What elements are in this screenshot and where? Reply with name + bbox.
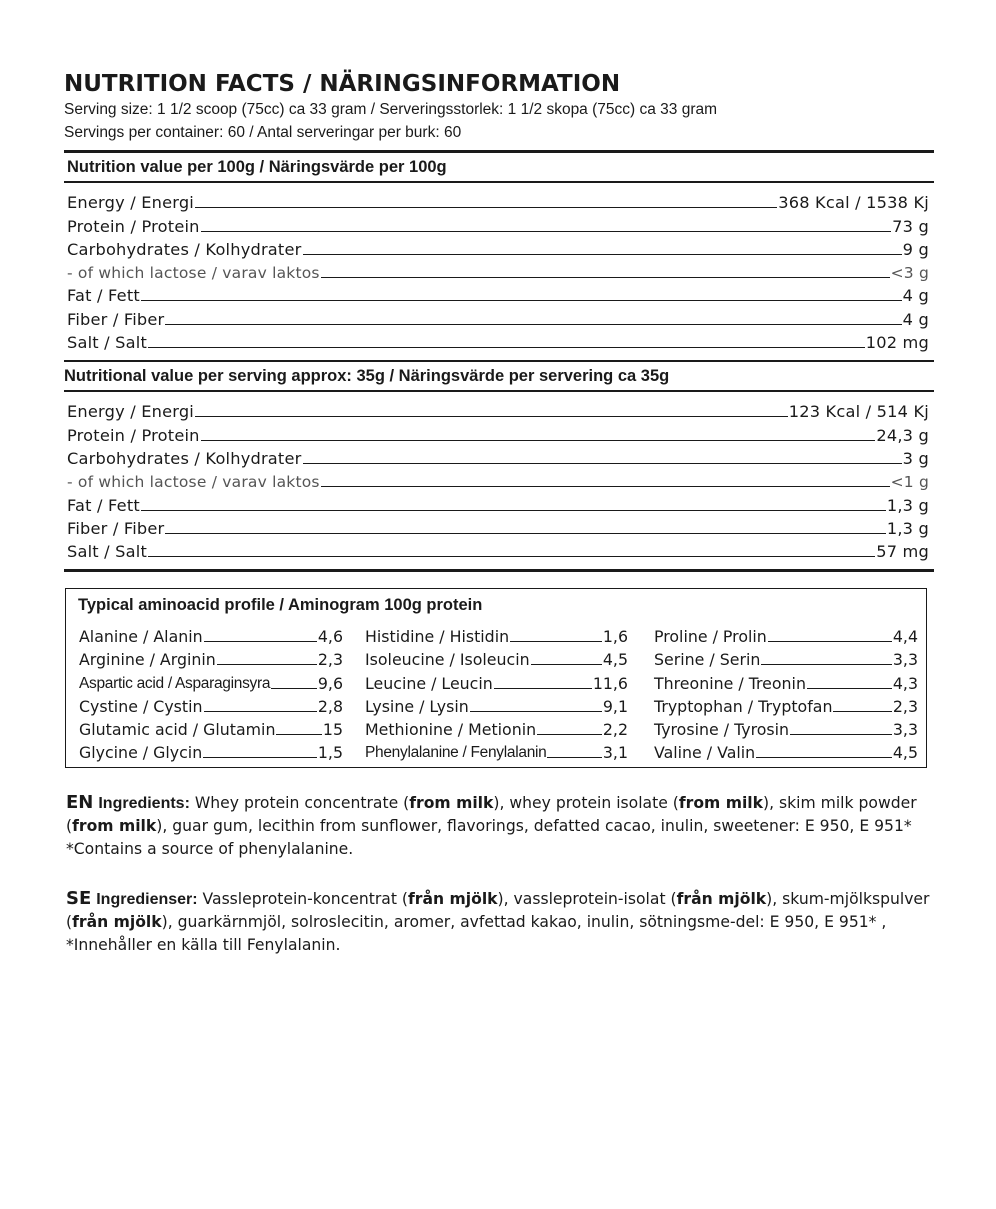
amino-label: Methionine / Metionin xyxy=(365,719,537,739)
amino-column-1 xyxy=(79,623,343,762)
amino-value: 1,6 xyxy=(602,627,628,647)
nutrient-value: 9 g xyxy=(902,239,929,259)
leader-line xyxy=(165,324,901,325)
amino-column-2 xyxy=(365,623,628,762)
ingredient-text: ), skim milk powder ( xyxy=(66,794,917,835)
nutrient-label: Carbohydrates / Kolhydrater xyxy=(67,239,302,259)
amino-label: Alanine / Alanin xyxy=(79,627,203,647)
ingredient-text: Whey protein concentrate ( xyxy=(189,794,410,812)
amino-label: Cystine / Cystin xyxy=(79,696,203,716)
amino-label: Phenylalanine / Fenylalanin xyxy=(365,744,547,762)
amino-label: Tryptophan / Tryptofan xyxy=(654,696,833,716)
amino-row xyxy=(365,739,628,762)
table-divider xyxy=(64,569,934,572)
amino-label: Leucine / Leucin xyxy=(365,673,493,693)
leader-line xyxy=(203,757,317,758)
amino-value: 4,5 xyxy=(602,650,628,670)
allergen-text: från mjölk xyxy=(407,890,498,908)
leader-line xyxy=(510,641,602,642)
amino-row xyxy=(365,693,628,716)
nutrient-label: Salt / Salt xyxy=(67,542,148,562)
amino-value: 4,4 xyxy=(892,627,918,647)
leader-line xyxy=(321,486,890,487)
per-serving-table xyxy=(64,392,934,561)
amino-value: 4,3 xyxy=(892,673,918,693)
leader-line xyxy=(204,641,317,642)
amino-label: Aspartic acid / Asparaginsyra xyxy=(79,674,271,692)
amino-label: Serine / Serin xyxy=(654,650,761,670)
nutrient-label: Fiber / Fiber xyxy=(67,309,165,329)
nutrient-label: Fat / Fett xyxy=(67,495,140,515)
nutrient-label: Protein / Protein xyxy=(67,425,200,445)
nutrient-row xyxy=(67,189,929,212)
nutrient-label: Carbohydrates / Kolhydrater xyxy=(67,448,302,468)
amino-row xyxy=(654,693,918,716)
nutrient-row xyxy=(67,212,929,235)
amino-row xyxy=(79,623,343,646)
amino-row xyxy=(654,669,918,692)
servings-per-container: Servings per container: 60 / Antal serveringar per burk: 60 xyxy=(64,124,462,141)
per-100g-heading: Nutrition value per 100g / Näringsvärde per 100g xyxy=(64,150,934,183)
leader-line xyxy=(201,440,876,441)
nutrient-value: 368 Kcal / 1538 Kj xyxy=(778,193,929,213)
nutrient-value: 4 g xyxy=(902,286,929,306)
leader-line xyxy=(141,510,886,511)
leader-line xyxy=(833,711,891,712)
nutrient-value: <1 g xyxy=(890,473,929,492)
amino-value: 11,6 xyxy=(592,673,628,693)
leader-line xyxy=(547,757,601,758)
amino-row xyxy=(654,646,918,669)
page-title: NUTRITION FACTS / NÄRINGSINFORMATION xyxy=(64,71,621,97)
amino-label: Glycine / Glycin xyxy=(79,743,203,763)
amino-label: Arginine / Arginin xyxy=(79,650,216,670)
ingredients-label: Ingredients: xyxy=(98,795,190,812)
leader-line xyxy=(761,664,892,665)
ingredient-text: ), guar gum, lecithin from sunflower, flavorings, defatted cacao, inulin, sweetener: E 950, E 951* *Contains a source of phenylalanine. xyxy=(66,817,912,858)
amino-row xyxy=(365,716,628,739)
nutrient-label: - of which lactose / varav laktos xyxy=(67,264,320,283)
amino-value: 1,5 xyxy=(317,743,343,763)
nutrient-label: Fat / Fett xyxy=(67,286,140,306)
amino-value: 2,3 xyxy=(892,696,918,716)
amino-value: 2,8 xyxy=(317,696,343,716)
amino-value: 9,1 xyxy=(602,696,628,716)
nutrient-row xyxy=(67,398,929,421)
nutrient-value: 57 mg xyxy=(876,542,929,562)
allergen-text: from milk xyxy=(678,794,764,812)
nutrient-row xyxy=(67,491,929,514)
amino-label: Threonine / Treonin xyxy=(654,673,806,693)
nutrient-row xyxy=(67,515,929,538)
amino-heading: Typical aminoacid profile / Aminogram 100g protein xyxy=(78,596,483,614)
amino-value: 3,3 xyxy=(892,719,918,739)
amino-profile-box xyxy=(65,588,927,768)
amino-value: 9,6 xyxy=(317,673,343,693)
nutrition-facts-panel xyxy=(64,70,934,572)
amino-label: Valine / Valin xyxy=(654,743,756,763)
nutrient-value: 1,3 g xyxy=(886,495,929,515)
serving-info xyxy=(64,98,934,144)
nutrient-label: Energy / Energi xyxy=(67,193,195,213)
leader-line xyxy=(321,277,890,278)
serving-size: Serving size: 1 1/2 scoop (75cc) ca 33 gram / Serveringsstorlek: 1 1/2 skopa (75cc) ca 33 gram xyxy=(64,101,718,118)
nutrient-row xyxy=(67,329,929,352)
nutrient-value: 4 g xyxy=(902,309,929,329)
amino-value: 2,2 xyxy=(602,719,628,739)
amino-label: Proline / Prolin xyxy=(654,627,767,647)
ingredients-se xyxy=(66,887,936,957)
nutrient-row xyxy=(67,282,929,305)
amino-label: Isoleucine / Isoleucin xyxy=(365,650,530,670)
ingredients-en xyxy=(66,791,936,861)
per-100g-table xyxy=(64,183,934,352)
nutrient-value: 24,3 g xyxy=(876,425,929,445)
amino-label: Tyrosine / Tyrosin xyxy=(654,719,790,739)
leader-line xyxy=(756,757,892,758)
leader-line xyxy=(303,254,902,255)
nutrient-row xyxy=(67,445,929,468)
amino-label: Histidine / Histidin xyxy=(365,627,510,647)
ingredients-label: Ingredienser: xyxy=(96,891,198,908)
ingredient-text: Vassleprotein-koncentrat ( xyxy=(197,890,408,908)
allergen-text: från mjölk xyxy=(72,913,162,931)
amino-row xyxy=(654,623,918,646)
leader-line xyxy=(271,688,317,689)
amino-row xyxy=(79,716,343,739)
leader-line xyxy=(141,300,902,301)
amino-row xyxy=(79,739,343,762)
amino-row xyxy=(365,646,628,669)
nutrient-row xyxy=(67,259,929,282)
leader-line xyxy=(768,641,892,642)
nutrient-row xyxy=(67,421,929,444)
nutrient-value: 102 mg xyxy=(865,333,929,353)
allergen-text: från mjölk xyxy=(676,890,767,908)
nutrient-row xyxy=(67,538,929,561)
amino-row xyxy=(654,739,918,762)
nutrient-value: <3 g xyxy=(890,264,929,283)
allergen-text: from milk xyxy=(409,794,494,812)
nutrient-label: Energy / Energi xyxy=(67,402,195,422)
amino-row xyxy=(79,693,343,716)
ingredient-text: ), skum-mjölkspulver ( xyxy=(66,890,930,931)
language-code: EN xyxy=(66,792,94,813)
amino-row xyxy=(654,716,918,739)
leader-line xyxy=(201,231,892,232)
nutrient-label: - of which lactose / varav laktos xyxy=(67,473,320,492)
leader-line xyxy=(494,688,592,689)
nutrient-label: Fiber / Fiber xyxy=(67,518,165,538)
leader-line xyxy=(807,688,892,689)
amino-row xyxy=(365,669,628,692)
amino-row xyxy=(79,646,343,669)
per-serving-heading: Nutritional value per serving approx: 35g / Näringsvärde per servering ca 35g xyxy=(64,360,934,392)
nutrient-value: 123 Kcal / 514 Kj xyxy=(788,402,929,422)
ingredient-text: ), vassleprotein-isolat ( xyxy=(497,890,677,908)
leader-line xyxy=(303,463,902,464)
nutrient-value: 3 g xyxy=(902,448,929,468)
amino-row xyxy=(79,669,343,692)
amino-row xyxy=(365,623,628,646)
leader-line xyxy=(195,416,788,417)
amino-label: Glutamic acid / Glutamin xyxy=(79,719,276,739)
ingredient-text: ), whey protein isolate ( xyxy=(493,794,679,812)
amino-value: 4,6 xyxy=(317,627,343,647)
amino-value: 3,3 xyxy=(892,650,918,670)
nutrient-value: 1,3 g xyxy=(886,518,929,538)
nutrient-row xyxy=(67,236,929,259)
nutrient-label: Salt / Salt xyxy=(67,333,148,353)
nutrient-row xyxy=(67,305,929,328)
nutrient-value: 73 g xyxy=(892,216,929,236)
ingredient-text: ), guarkärnmjöl, solroslecitin, aromer, avfettad kakao, inulin, sötningsme-del: E 950, E 951* , *Innehåller en källa till Fenylalanin. xyxy=(66,913,887,954)
leader-line xyxy=(276,734,321,735)
amino-value: 4,5 xyxy=(892,743,918,763)
leader-line xyxy=(148,556,875,557)
leader-line xyxy=(165,533,885,534)
leader-line xyxy=(217,664,317,665)
amino-label: Lysine / Lysin xyxy=(365,696,469,716)
leader-line xyxy=(537,734,602,735)
amino-value: 2,3 xyxy=(317,650,343,670)
amino-value: 15 xyxy=(322,719,343,739)
nutrient-label: Protein / Protein xyxy=(67,216,200,236)
amino-column-3 xyxy=(654,623,918,762)
language-code: SE xyxy=(66,888,92,909)
leader-line xyxy=(148,347,865,348)
leader-line xyxy=(470,711,602,712)
leader-line xyxy=(195,207,777,208)
allergen-text: from milk xyxy=(72,817,157,835)
nutrient-row xyxy=(67,468,929,491)
leader-line xyxy=(531,664,602,665)
amino-value: 3,1 xyxy=(602,743,628,763)
leader-line xyxy=(204,711,317,712)
leader-line xyxy=(790,734,892,735)
